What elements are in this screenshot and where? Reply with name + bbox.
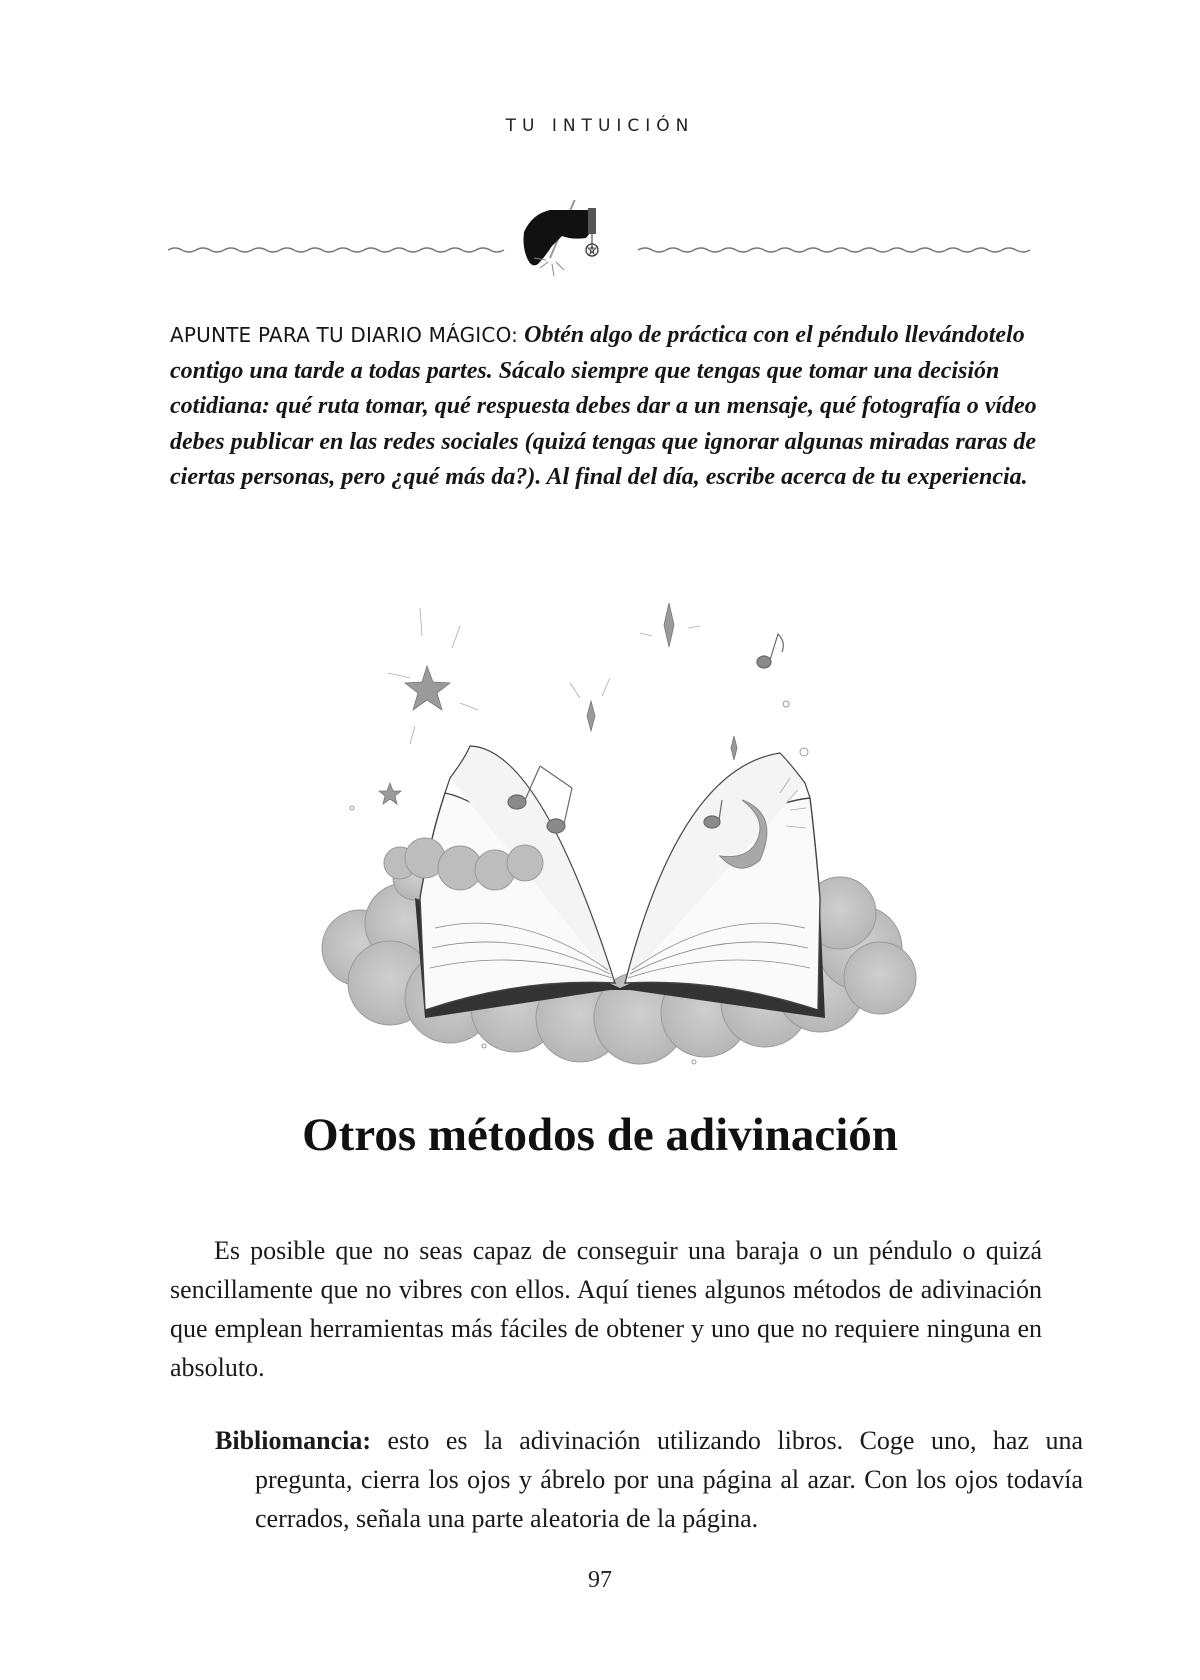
entry-text: esto es la adivinación utilizando libros. Coge uno, haz una pregunta, cierra los ojos y ábrelo por una página al azar. Con los ojos todavía cerrados, señala una parte aleatoria de la página. [255, 1426, 1083, 1533]
entry-term: Bibliomancia: [215, 1426, 372, 1455]
magic-diary-note [170, 318, 1040, 496]
open-book-illustration [320, 578, 920, 1078]
intro-paragraph: Es posible que no seas capaz de conseguir una baraja o un péndulo o quizá sencillamente que no vibres con ellos. Aquí tienes algunos métodos de adivinación que emplean herramientas más fáciles de obtener y uno que no requiere ninguna en absoluto. [170, 1236, 1042, 1382]
divination-entry-bibliomancy [215, 1421, 1083, 1538]
page-number: 97 [588, 1567, 612, 1593]
open-book-on-clouds-icon [320, 578, 920, 1078]
note-text: Obtén algo de práctica con el péndulo llevándotelo contigo una tarde a todas partes. Sácalo siempre que tengas que tomar una decisión cotidiana: qué ruta tomar, qué respuesta debes dar a un mensaje, qué fotografía o vídeo debes publicar en las redes sociales (quizá tengas que ignorar algunas miradas raras de ciertas personas, pero ¿qué más da?). Al final del día, escribe acerca de tu experiencia. [170, 322, 1037, 490]
section-title: Otros métodos de adivinación [302, 1109, 898, 1161]
note-label: APUNTE PARA TU DIARIO MÁGICO: [170, 323, 519, 347]
decorative-divider [168, 200, 1038, 310]
running-head: TU INTUICIÓN [505, 116, 695, 136]
hand-holding-wand-icon [168, 200, 1038, 310]
